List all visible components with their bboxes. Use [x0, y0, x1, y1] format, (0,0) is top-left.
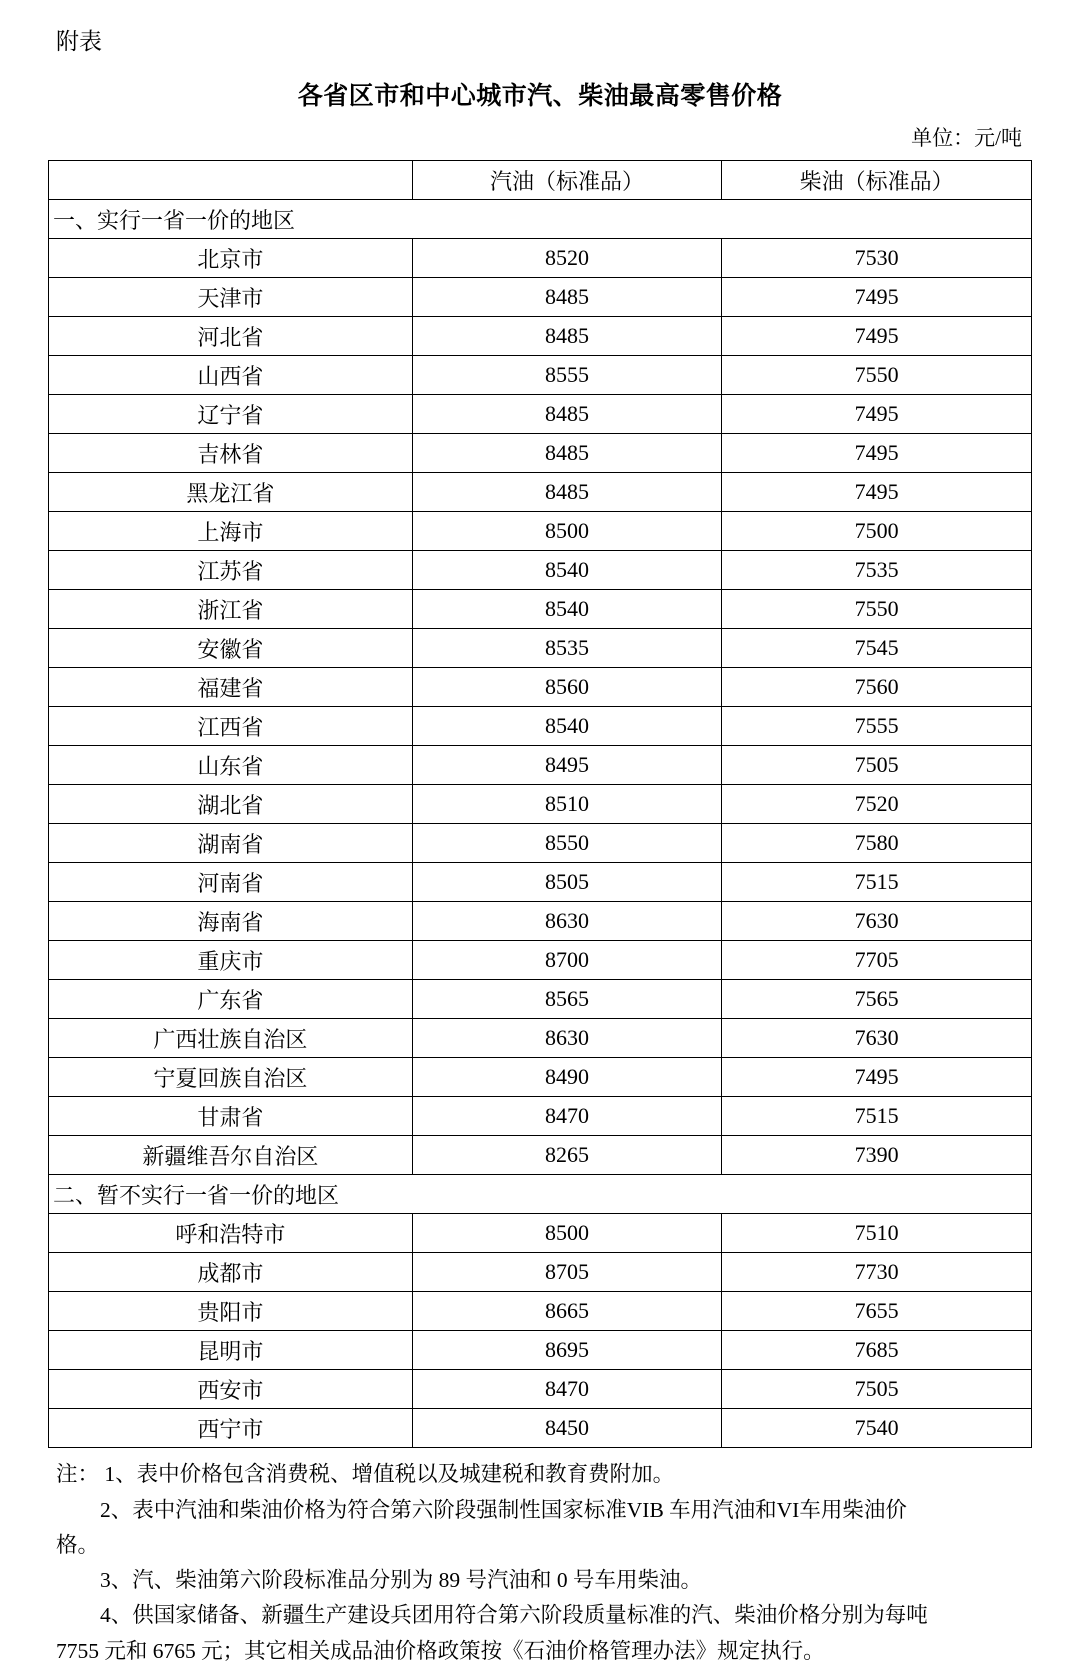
region-name: 甘肃省 — [49, 1097, 413, 1136]
region-name: 贵阳市 — [49, 1292, 413, 1331]
table-row — [49, 1292, 1032, 1331]
region-name: 昆明市 — [49, 1331, 413, 1370]
region-name: 海南省 — [49, 902, 413, 941]
note-2: 2、表中汽油和柴油价格为符合第六阶段强制性国家标准VIB 车用汽油和VI车用柴油价 — [100, 1497, 907, 1522]
table-row — [49, 629, 1032, 668]
gasoline-price: 8540 — [412, 551, 722, 590]
header-diesel: 柴油（标准品） — [722, 161, 1032, 200]
region-name: 北京市 — [49, 239, 413, 278]
table-row — [49, 824, 1032, 863]
note-3: 3、汽、柴油第六阶段标准品分别为 89 号汽油和 0 号车用柴油。 — [100, 1568, 703, 1593]
region-name: 河南省 — [49, 863, 413, 902]
diesel-price: 7495 — [722, 278, 1032, 317]
gasoline-price: 8485 — [412, 473, 722, 512]
gasoline-price: 8470 — [412, 1370, 722, 1409]
gasoline-price: 8540 — [412, 590, 722, 629]
table-row — [49, 1409, 1032, 1448]
region-name: 山西省 — [49, 356, 413, 395]
note-4: 4、供国家储备、新疆生产建设兵团用符合第六阶段质量标准的汽、柴油价格分别为每吨 — [100, 1603, 928, 1628]
diesel-price: 7495 — [722, 317, 1032, 356]
table-row — [49, 1136, 1032, 1175]
region-name: 湖北省 — [49, 785, 413, 824]
header-gasoline: 汽油（标准品） — [412, 161, 722, 200]
table-row — [49, 902, 1032, 941]
diesel-price: 7515 — [722, 1097, 1032, 1136]
diesel-price: 7390 — [722, 1136, 1032, 1175]
gasoline-price: 8630 — [412, 902, 722, 941]
region-name: 广东省 — [49, 980, 413, 1019]
table-row — [49, 590, 1032, 629]
diesel-price: 7530 — [722, 239, 1032, 278]
region-name: 辽宁省 — [49, 395, 413, 434]
gasoline-price: 8485 — [412, 395, 722, 434]
section-label: 二、暂不实行一省一价的地区 — [49, 1175, 1032, 1214]
header-blank — [49, 161, 413, 200]
region-name: 宁夏回族自治区 — [49, 1058, 413, 1097]
region-name: 成都市 — [49, 1253, 413, 1292]
diesel-price: 7500 — [722, 512, 1032, 551]
table-row — [49, 317, 1032, 356]
gasoline-price: 8470 — [412, 1097, 722, 1136]
attachment-label: 附表 — [56, 29, 102, 54]
gasoline-price: 8550 — [412, 824, 722, 863]
region-name: 新疆维吾尔自治区 — [49, 1136, 413, 1175]
table-row — [49, 746, 1032, 785]
table-row — [49, 941, 1032, 980]
table-row — [49, 1019, 1032, 1058]
diesel-price: 7540 — [722, 1409, 1032, 1448]
diesel-price: 7550 — [722, 356, 1032, 395]
gasoline-price: 8495 — [412, 746, 722, 785]
table-row — [49, 434, 1032, 473]
diesel-price: 7730 — [722, 1253, 1032, 1292]
diesel-price: 7630 — [722, 902, 1032, 941]
region-name: 江西省 — [49, 707, 413, 746]
region-name: 江苏省 — [49, 551, 413, 590]
gasoline-price: 8485 — [412, 278, 722, 317]
table-section-row — [49, 200, 1032, 239]
region-name: 浙江省 — [49, 590, 413, 629]
gasoline-price: 8485 — [412, 434, 722, 473]
table-row — [49, 1253, 1032, 1292]
diesel-price: 7655 — [722, 1292, 1032, 1331]
region-name: 上海市 — [49, 512, 413, 551]
table-row — [49, 1097, 1032, 1136]
region-name: 西安市 — [49, 1370, 413, 1409]
gasoline-price: 8500 — [412, 512, 722, 551]
diesel-price: 7505 — [722, 1370, 1032, 1409]
diesel-price: 7705 — [722, 941, 1032, 980]
table-row — [49, 863, 1032, 902]
diesel-price: 7510 — [722, 1214, 1032, 1253]
page-title: 各省区市和中心城市汽、柴油最高零售价格 — [297, 83, 783, 111]
diesel-price: 7535 — [722, 551, 1032, 590]
gasoline-price: 8700 — [412, 941, 722, 980]
diesel-price: 7545 — [722, 629, 1032, 668]
diesel-price: 7565 — [722, 980, 1032, 1019]
gasoline-price: 8450 — [412, 1409, 722, 1448]
table-row — [49, 1331, 1032, 1370]
table-row — [49, 1058, 1032, 1097]
region-name: 湖南省 — [49, 824, 413, 863]
table-row — [49, 395, 1032, 434]
diesel-price: 7685 — [722, 1331, 1032, 1370]
table-row — [49, 551, 1032, 590]
region-name: 安徽省 — [49, 629, 413, 668]
gasoline-price: 8705 — [412, 1253, 722, 1292]
price-table — [48, 160, 1032, 1448]
diesel-price: 7515 — [722, 863, 1032, 902]
gasoline-price: 8560 — [412, 668, 722, 707]
diesel-price: 7495 — [722, 473, 1032, 512]
note-4-continued: 7755 元和 6765 元；其它相关成品油价格政策按《石油价格管理办法》规定执行。 — [56, 1638, 825, 1663]
region-name: 重庆市 — [49, 941, 413, 980]
gasoline-price: 8500 — [412, 1214, 722, 1253]
diesel-price: 7555 — [722, 707, 1032, 746]
gasoline-price: 8665 — [412, 1292, 722, 1331]
region-name: 西宁市 — [49, 1409, 413, 1448]
note-1: 注： 1、表中价格包含消费税、增值税以及城建税和教育费附加。 — [56, 1462, 675, 1487]
gasoline-price: 8485 — [412, 317, 722, 356]
region-name: 呼和浩特市 — [49, 1214, 413, 1253]
region-name: 河北省 — [49, 317, 413, 356]
region-name: 天津市 — [49, 278, 413, 317]
table-row — [49, 668, 1032, 707]
table-section-row — [49, 1175, 1032, 1214]
gasoline-price: 8565 — [412, 980, 722, 1019]
region-name: 黑龙江省 — [49, 473, 413, 512]
region-name: 吉林省 — [49, 434, 413, 473]
diesel-price: 7520 — [722, 785, 1032, 824]
gasoline-price: 8555 — [412, 356, 722, 395]
diesel-price: 7580 — [722, 824, 1032, 863]
region-name: 广西壮族自治区 — [49, 1019, 413, 1058]
table-row — [49, 1214, 1032, 1253]
table-row — [49, 512, 1032, 551]
gasoline-price: 8490 — [412, 1058, 722, 1097]
diesel-price: 7560 — [722, 668, 1032, 707]
table-row — [49, 356, 1032, 395]
gasoline-price: 8695 — [412, 1331, 722, 1370]
table-row — [49, 473, 1032, 512]
table-row — [49, 239, 1032, 278]
gasoline-price: 8630 — [412, 1019, 722, 1058]
table-row — [49, 278, 1032, 317]
notes-block — [48, 1458, 1032, 1668]
note-2-continued: 格。 — [56, 1532, 100, 1557]
diesel-price: 7550 — [722, 590, 1032, 629]
table-header-row — [49, 161, 1032, 200]
region-name: 山东省 — [49, 746, 413, 785]
table-row — [49, 707, 1032, 746]
section-label: 一、实行一省一价的地区 — [49, 200, 1032, 239]
diesel-price: 7630 — [722, 1019, 1032, 1058]
diesel-price: 7505 — [722, 746, 1032, 785]
diesel-price: 7495 — [722, 395, 1032, 434]
unit-label: 单位：元/吨 — [911, 126, 1022, 151]
gasoline-price: 8535 — [412, 629, 722, 668]
gasoline-price: 8505 — [412, 863, 722, 902]
gasoline-price: 8540 — [412, 707, 722, 746]
table-row — [49, 1370, 1032, 1409]
region-name: 福建省 — [49, 668, 413, 707]
gasoline-price: 8510 — [412, 785, 722, 824]
table-row — [49, 980, 1032, 1019]
gasoline-price: 8265 — [412, 1136, 722, 1175]
gasoline-price: 8520 — [412, 239, 722, 278]
diesel-price: 7495 — [722, 434, 1032, 473]
table-row — [49, 785, 1032, 824]
diesel-price: 7495 — [722, 1058, 1032, 1097]
